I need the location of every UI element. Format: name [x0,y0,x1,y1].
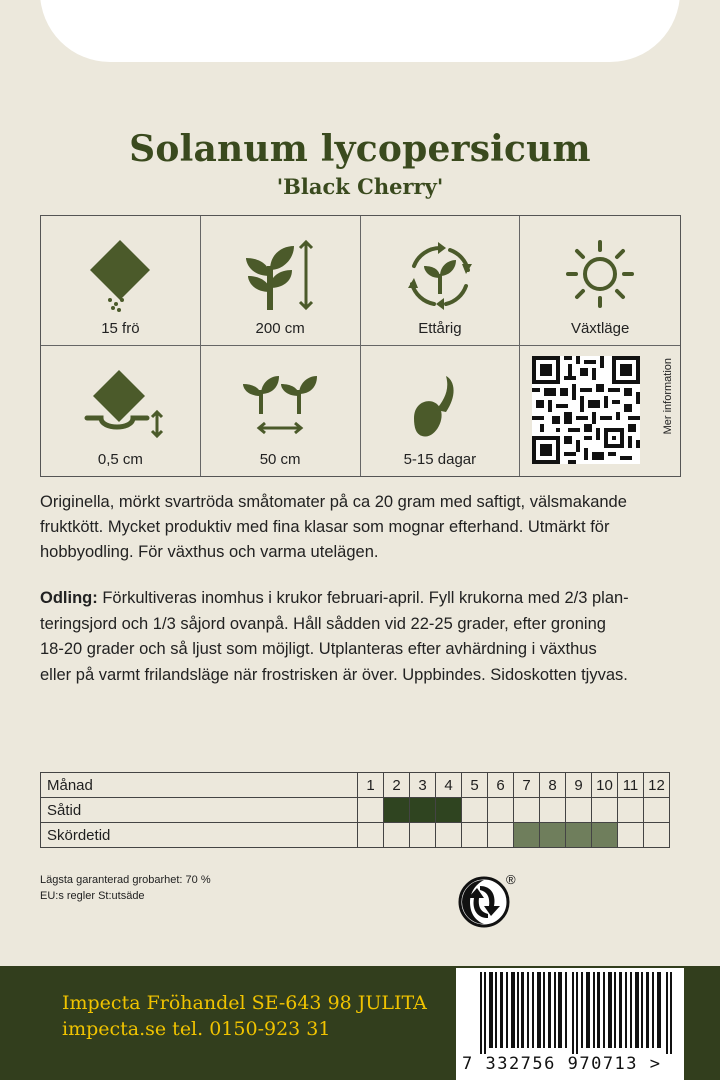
qr-more-info-label: Mer information [662,358,674,435]
month-number: 12 [644,773,670,798]
sowing-month-cell [566,798,592,823]
harvest-month-cell [644,823,670,848]
cultivation-line: Förkultiveras inomhus i krukor februari-april. Fyll krukorna med 2/3 plan- [97,589,629,607]
month-number: 9 [566,773,592,798]
sowing-month-cell [488,798,514,823]
registered-mark: ® [506,872,516,887]
qr-code-icon[interactable] [532,356,640,464]
sowing-row-label: Såtid [41,798,358,823]
icon-cell-spacing [201,346,361,476]
seed-packet-icon [80,236,160,316]
month-number: 10 [592,773,618,798]
month-number: 8 [540,773,566,798]
germination-icon [400,366,480,446]
month-header-label: Månad [41,773,358,798]
calendar-row-harvest [41,823,670,848]
harvest-month-cell [514,823,540,848]
plant-height-icon [240,236,320,316]
harvest-month-cell [384,823,410,848]
harvest-month-cell [410,823,436,848]
month-number: 3 [410,773,436,798]
sowing-month-cell [384,798,410,823]
company-contact: impecta.se tel. 0150-923 31 [62,1018,331,1040]
month-number: 11 [618,773,644,798]
cultivation-heading: Odling: [40,589,98,607]
harvest-month-cell [540,823,566,848]
harvest-month-cell [618,823,644,848]
cultivation-line: eller på varmt frilandsläge när frostrisken är över. Uppbindes. Sidoskotten tjyvas. [40,665,628,684]
germination-label: 5-15 dagar [403,451,477,468]
ean-barcode [456,968,684,1080]
month-number: 7 [514,773,540,798]
sowing-depth-icon [75,366,165,446]
harvest-month-cell [566,823,592,848]
barcode-bars-icon [480,972,672,1054]
month-number: 4 [436,773,462,798]
spacing-label: 50 cm [259,451,301,468]
sowing-month-cell [540,798,566,823]
harvest-row-label: Skördetid [41,823,358,848]
height-label: 200 cm [255,320,305,337]
harvest-month-cell [592,823,618,848]
icon-cell-depth [41,346,201,476]
depth-label: 0,5 cm [97,451,143,468]
harvest-month-cell [488,823,514,848]
sowing-month-cell [644,798,670,823]
icon-cell-germination [361,346,521,476]
seed-count-label: 15 frö [101,320,140,337]
harvest-month-cell [436,823,462,848]
variety-subtitle: 'Black Cherry' [276,174,444,199]
guarantee-line: Lägsta garanterad grobarhet: 70 % [40,874,211,886]
sowing-month-cell [592,798,618,823]
sowing-month-cell [410,798,436,823]
calendar-row-sowing [41,798,670,823]
barcode-digits: 7 332756 970713 > [462,1054,662,1074]
icon-cell-position [520,216,680,346]
description-line: Originella, mörkt svartröda småtomater på ca 20 gram med saftigt, välsmakande [40,493,627,511]
guarantee-line: EU:s regler St:utsäde [40,890,145,902]
position-label: Växtläge [570,320,630,337]
month-number: 2 [384,773,410,798]
month-number: 6 [488,773,514,798]
hanger-cutout [40,0,680,62]
sowing-month-cell [618,798,644,823]
sowing-month-cell [514,798,540,823]
sowing-month-cell [462,798,488,823]
sowing-month-cell [358,798,384,823]
annual-cycle-icon [400,236,480,316]
cultivation-line: teringsjord och 1/3 såjord ovanpå. Håll sådden vid 22-25 grader, efter groning [40,614,606,633]
icon-grid [40,215,681,477]
sun-icon [560,236,640,316]
sowing-calendar [40,772,670,848]
company-address: Impecta Fröhandel SE-643 98 JULITA [62,992,427,1014]
germination-guarantee [40,872,211,904]
green-dot-recycle-icon [458,872,522,932]
month-number: 1 [358,773,384,798]
description-line: hobbyodling. För växthus och varma utelägen. [40,543,379,561]
annual-label: Ettårig [418,320,462,337]
sowing-month-cell [436,798,462,823]
icon-cell-seed-count [41,216,201,346]
cultivation-instructions [40,586,685,688]
harvest-month-cell [358,823,384,848]
icon-cell-annual [361,216,521,346]
harvest-month-cell [462,823,488,848]
variety-description [40,490,685,565]
species-title: Solanum lycopersicum [129,128,591,170]
calendar-header-row [41,773,670,798]
month-number: 5 [462,773,488,798]
plant-spacing-icon [235,366,325,446]
cultivation-line: 18-20 grader och så ljust som möjligt. Utplanteras efter avhärdning i växthus [40,640,597,658]
icon-cell-height [201,216,361,346]
description-line: fruktkött. Mycket produktiv med fina klasar som mognar efterhand. Utmärkt för [40,518,610,536]
icon-cell-qr[interactable] [520,346,680,476]
